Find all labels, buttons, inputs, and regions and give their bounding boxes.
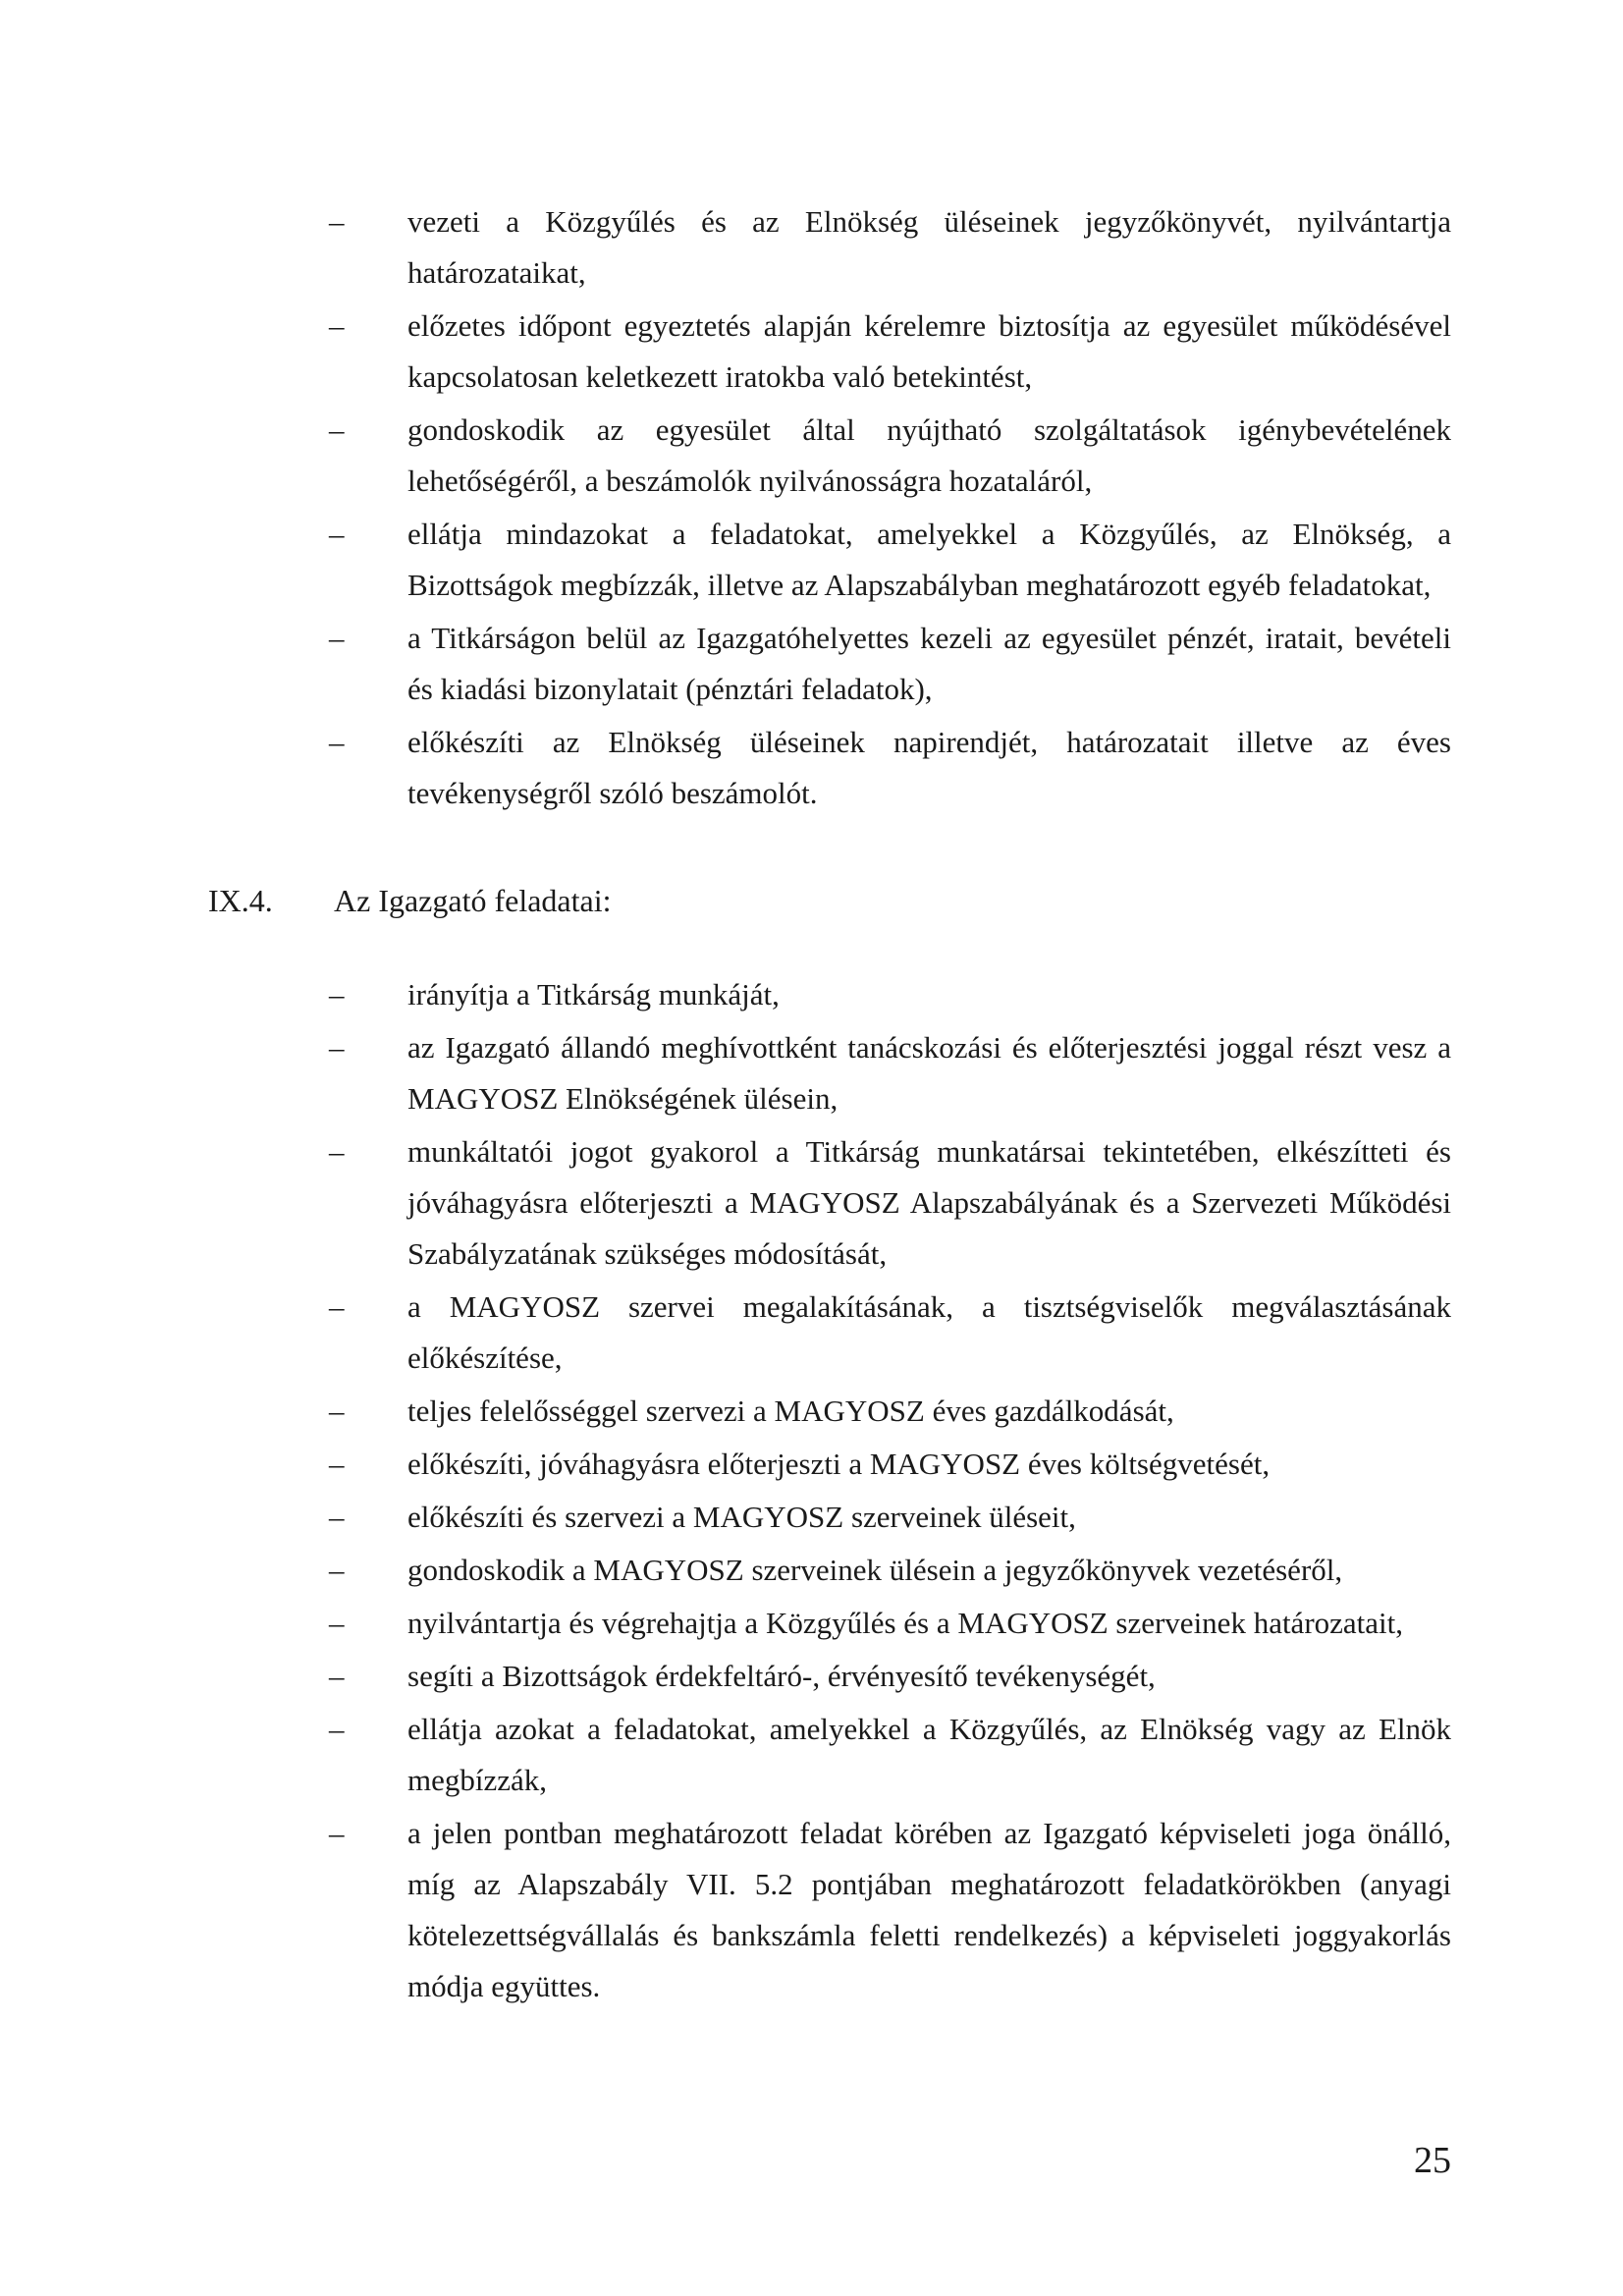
list-item-text: a jelen pontban meghatározott feladat körében az Igazgató képviseleti joga önálló, míg az Alapszabály VII. 5.2 pontjában meghatározott feladatkörökben (anyagi kötelezettségvállalás és bankszámla feletti rendelkezés) a képviseleti joggyakorlás módja együttes. bbox=[407, 1816, 1451, 2003]
list-item-text: ellátja azokat a feladatokat, amelyekkel a Közgyűlés, az Elnökség vagy az Elnök megbízzák, bbox=[407, 1712, 1451, 1797]
list-item bbox=[0, 509, 1623, 611]
list-item bbox=[0, 1386, 1623, 1437]
bullet-dash: – bbox=[329, 1816, 345, 1850]
list-item bbox=[0, 196, 1623, 299]
list-item bbox=[0, 1704, 1623, 1806]
list-item bbox=[0, 1022, 1623, 1124]
list-item-text: előkészíti és szervezi a MAGYOSZ szerveinek üléseit, bbox=[407, 1500, 1076, 1534]
list-item bbox=[0, 301, 1623, 403]
list-item bbox=[0, 1598, 1623, 1649]
bullet-dash: – bbox=[329, 1553, 345, 1587]
bullet-dash: – bbox=[329, 621, 345, 655]
bullet-dash: – bbox=[329, 1447, 345, 1481]
list-item-text: gondoskodik a MAGYOSZ szerveinek ülésein a jegyzőkönyvek vezetéséről, bbox=[407, 1553, 1343, 1587]
bullet-dash: – bbox=[329, 1134, 345, 1169]
list-item bbox=[0, 969, 1623, 1020]
list-item bbox=[0, 1545, 1623, 1596]
bullet-dash: – bbox=[329, 1394, 345, 1428]
bullet-dash: – bbox=[329, 1500, 345, 1534]
section-title: Az Igazgató feladatai: bbox=[334, 883, 612, 918]
list-item-text: a MAGYOSZ szervei megalakításának, a tisztségviselők megválasztásának előkészítése, bbox=[407, 1289, 1451, 1375]
list-item bbox=[0, 1439, 1623, 1490]
list-item bbox=[0, 405, 1623, 507]
list-item bbox=[0, 613, 1623, 715]
list-item bbox=[0, 1282, 1623, 1384]
secretariat-duties-list bbox=[0, 196, 1623, 821]
list-item bbox=[0, 1651, 1623, 1702]
bullet-dash: – bbox=[329, 1030, 345, 1065]
list-item-text: gondoskodik az egyesület által nyújtható szolgáltatások igénybevételének lehetőségéről, a beszámolók nyilvánosságra hozataláról, bbox=[407, 412, 1451, 498]
list-item-text: az Igazgató állandó meghívottként tanácskozási és előterjesztési joggal részt vesz a MAGYOSZ Elnökségének ülésein, bbox=[407, 1030, 1451, 1116]
list-item-text: nyilvántartja és végrehajtja a Közgyűlés és a MAGYOSZ szerveinek határozatait, bbox=[407, 1606, 1404, 1640]
bullet-dash: – bbox=[329, 517, 345, 551]
list-item-text: vezeti a Közgyűlés és az Elnökség üléseinek jegyzőkönyvét, nyilvántartja határozataikat, bbox=[407, 204, 1451, 290]
list-item-text: előkészíti az Elnökség üléseinek napirendjét, határozatait illetve az éves tevékenységről szóló beszámolót. bbox=[407, 725, 1451, 810]
list-item-text: a Titkárságon belül az Igazgatóhelyettes kezeli az egyesület pénzét, iratait, bevételi és kiadási bizonylatait (pénztári feladatok), bbox=[407, 621, 1451, 706]
list-item-text: irányítja a Titkárság munkáját, bbox=[407, 977, 780, 1011]
list-item-text: segíti a Bizottságok érdekfeltáró-, érvényesítő tevékenységét, bbox=[407, 1659, 1156, 1693]
list-item-text: előkészíti, jóváhagyásra előterjeszti a MAGYOSZ éves költségvetését, bbox=[407, 1447, 1271, 1481]
bullet-dash: – bbox=[329, 204, 345, 239]
page-number: 25 bbox=[1414, 2140, 1451, 2181]
list-item-text: teljes felelősséggel szervezi a MAGYOSZ éves gazdálkodását, bbox=[407, 1394, 1174, 1428]
list-item-text: előzetes időpont egyeztetés alapján kérelemre biztosítja az egyesület működésével kapcsolatosan keletkezett iratokba való betekintést, bbox=[407, 308, 1451, 394]
list-item bbox=[0, 1492, 1623, 1543]
bullet-dash: – bbox=[329, 977, 345, 1011]
bullet-dash: – bbox=[329, 1606, 345, 1640]
bullet-dash: – bbox=[329, 1712, 345, 1746]
list-item bbox=[0, 1126, 1623, 1280]
list-item bbox=[0, 1808, 1623, 2012]
section-number: IX.4. bbox=[208, 883, 273, 918]
bullet-dash: – bbox=[329, 308, 345, 343]
list-item-text: ellátja mindazokat a feladatokat, amelyekkel a Közgyűlés, az Elnökség, a Bizottságok megbízzák, illetve az Alapszabályban meghatározott egyéb feladatokat, bbox=[407, 517, 1451, 602]
bullet-dash: – bbox=[329, 1659, 345, 1693]
bullet-dash: – bbox=[329, 412, 345, 447]
director-duties-list bbox=[0, 969, 1623, 2014]
list-item bbox=[0, 717, 1623, 819]
list-item-text: munkáltatói jogot gyakorol a Titkárság munkatársai tekintetében, elkészítteti és jóváhagyásra előterjeszti a MAGYOSZ Alapszabályának és a Szervezeti Működési Szabályzatának szükséges módosítását, bbox=[407, 1134, 1451, 1271]
bullet-dash: – bbox=[329, 725, 345, 759]
bullet-dash: – bbox=[329, 1289, 345, 1324]
